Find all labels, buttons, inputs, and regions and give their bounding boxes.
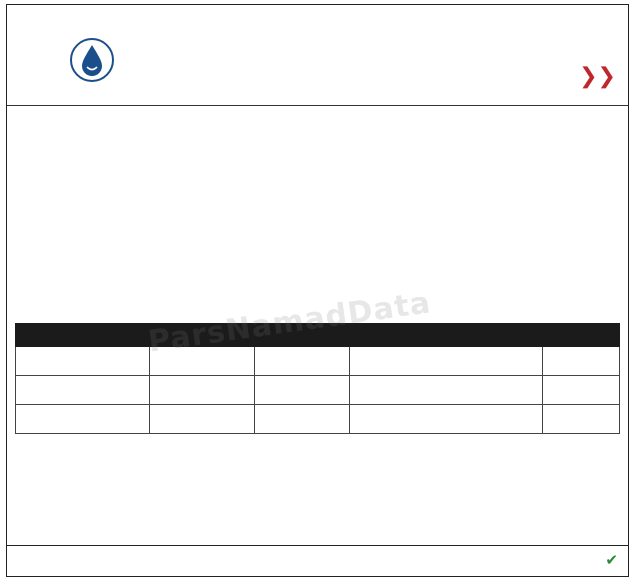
tender-number (542, 405, 619, 434)
tender-number (542, 347, 619, 376)
table-row (16, 347, 620, 376)
column-header (254, 324, 349, 347)
bottom-bar (7, 545, 628, 576)
estimated-amount (150, 405, 255, 434)
double-arrow-icon: ❮❮ (579, 64, 616, 89)
water-drop-emblem-icon (69, 37, 115, 83)
column-header (349, 324, 542, 347)
watermark: ParsNamadData (145, 285, 434, 360)
footer-notes (15, 457, 620, 539)
tender-subject (349, 347, 542, 376)
guarantee-amount (16, 347, 150, 376)
contractor-grade (254, 347, 349, 376)
column-header (16, 324, 150, 347)
page-title (579, 63, 616, 89)
estimated-amount (150, 376, 255, 405)
table-row (16, 405, 620, 434)
contractor-grade (254, 376, 349, 405)
tender-subject (349, 376, 542, 405)
table-row (16, 376, 620, 405)
notice-body (15, 111, 620, 311)
tender-table (15, 323, 620, 434)
guarantee-amount (16, 376, 150, 405)
column-header (542, 324, 619, 347)
contractor-grade (254, 405, 349, 434)
table-header-row (16, 324, 620, 347)
guarantee-amount (16, 405, 150, 434)
tender-subject (349, 405, 542, 434)
notice-page (6, 4, 629, 577)
organization-logo (17, 37, 167, 103)
check-icon: ✔ (605, 551, 618, 569)
estimated-amount (150, 347, 255, 376)
tender-number (542, 376, 619, 405)
header (7, 35, 628, 106)
column-header (150, 324, 255, 347)
slogan (605, 551, 618, 569)
